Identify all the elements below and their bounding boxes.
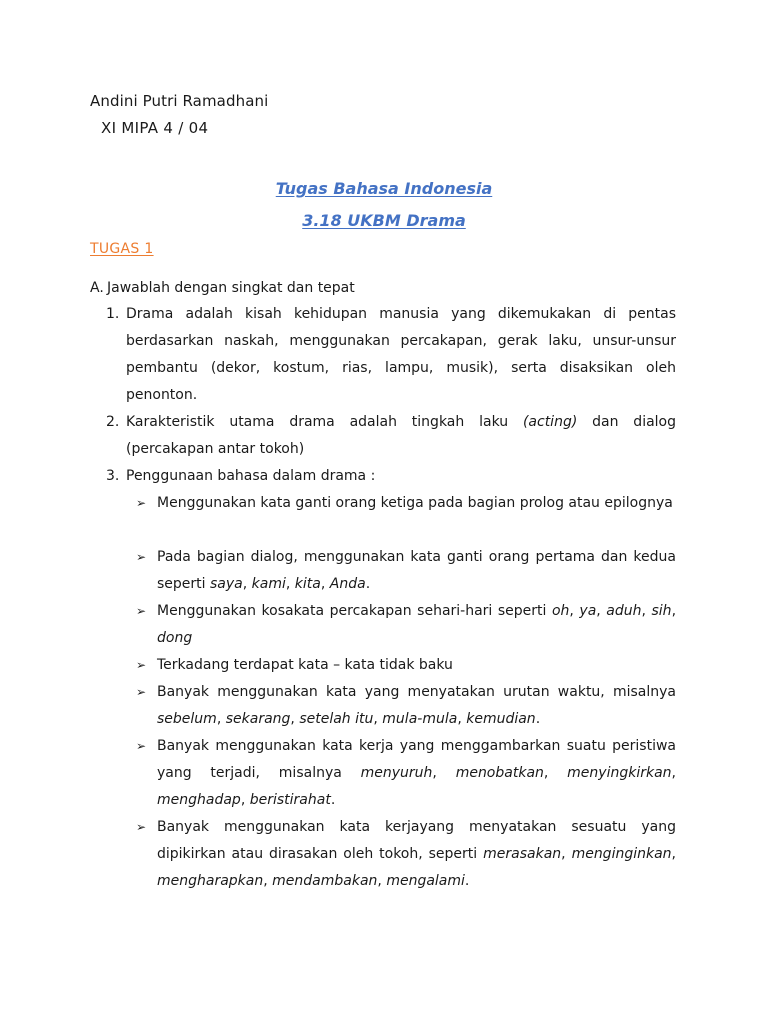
example-word: dong bbox=[157, 630, 193, 646]
example-word: menyuruh bbox=[360, 765, 433, 781]
bullet-item-5 bbox=[136, 679, 676, 733]
separator: , bbox=[561, 846, 572, 862]
example-word: sekarang bbox=[225, 711, 291, 727]
separator: , bbox=[641, 603, 652, 619]
example-word: menyingkirkan bbox=[567, 765, 672, 781]
document-subtitle: 3.18 UKBM Drama bbox=[302, 211, 466, 230]
bullet-text-part: Pada bagian dialog, menggunakan kata ganti orang pertama dan kedua seperti bbox=[157, 549, 676, 592]
answer-item-2 bbox=[106, 409, 676, 463]
answer-text: Drama adalah kisah kehidupan manusia yang dikemukakan di pentas berdasarkan naskah, menggunakan percakapan, gerak laku, unsur-unsur pembantu (dekor, kostum, rias, lampu, musik), serta disaksikan oleh penonton. bbox=[126, 306, 676, 403]
bullet-text bbox=[157, 733, 676, 814]
separator: , bbox=[285, 576, 295, 592]
example-word: saya bbox=[210, 576, 243, 592]
author-class: XI MIPA 4 / 04 bbox=[101, 119, 209, 137]
bullet-item-2 bbox=[136, 544, 676, 598]
bullet-text: Terkadang terdapat kata – kata tidak baku bbox=[157, 657, 453, 673]
answer-number: 3. bbox=[106, 468, 120, 484]
bullet-item-4 bbox=[136, 652, 676, 679]
example-word: setelah itu bbox=[299, 711, 374, 727]
bullet-text bbox=[157, 814, 676, 895]
bullet-text-part: Banyak menggunakan kata kerjayang menyatakan sesuatu yang dipikirkan atau dirasakan oleh tokoh, seperti bbox=[157, 819, 676, 862]
example-word: beristirahat bbox=[249, 792, 331, 808]
arrow-bullet-icon: ➢ bbox=[136, 496, 147, 510]
bullet-text bbox=[157, 544, 676, 598]
example-word: menginginkan bbox=[571, 846, 672, 862]
example-word: mendambakan bbox=[272, 873, 378, 889]
separator: , bbox=[263, 873, 273, 889]
separator: , bbox=[543, 765, 568, 781]
answer-number: 2. bbox=[106, 414, 120, 430]
example-word: ya bbox=[579, 603, 597, 619]
answer-text-part: dan dialog (percakapan antar tokoh) bbox=[126, 414, 677, 457]
bullet-item-1 bbox=[136, 490, 676, 517]
separator: , bbox=[377, 873, 387, 889]
separator: , bbox=[457, 711, 467, 727]
bullet-text-part: . bbox=[535, 711, 541, 727]
bullet-text-part: . bbox=[365, 576, 371, 592]
bullet-text-part: Menggunakan kosakata percakapan sehari-hari seperti bbox=[157, 603, 552, 619]
section-intro bbox=[90, 280, 355, 296]
author-name: Andini Putri Ramadhani bbox=[90, 92, 269, 110]
bullet-item-7 bbox=[136, 814, 676, 895]
bullet-text-part: Banyak menggunakan kata kerja yang menggambarkan suatu peristiwa yang terjadi, misalnya bbox=[157, 738, 676, 781]
separator: , bbox=[290, 711, 300, 727]
task-heading: TUGAS 1 bbox=[90, 241, 154, 257]
separator: , bbox=[596, 603, 607, 619]
arrow-bullet-icon: ➢ bbox=[136, 658, 147, 672]
separator: , bbox=[240, 792, 250, 808]
bullet-text bbox=[157, 679, 676, 733]
bullet-text-part: Banyak menggunakan kata yang menyatakan urutan waktu, misalnya bbox=[157, 684, 676, 700]
bullet-text: Menggunakan kata ganti orang ketiga pada bagian prolog atau epilognya bbox=[157, 495, 673, 511]
example-word: kemudian bbox=[466, 711, 536, 727]
answer-text-part: Karakteristik utama drama adalah tingkah laku bbox=[126, 414, 523, 430]
separator: , bbox=[320, 576, 330, 592]
section-intro-text: Jawablah dengan singkat dan tepat bbox=[107, 280, 355, 296]
example-word: merasakan bbox=[483, 846, 562, 862]
bullet-item-3 bbox=[136, 598, 676, 652]
arrow-bullet-icon: ➢ bbox=[136, 550, 147, 564]
bullet-item-6 bbox=[136, 733, 676, 814]
example-word: Anda bbox=[329, 576, 366, 592]
example-word: sih bbox=[651, 603, 672, 619]
separator: , bbox=[671, 603, 677, 619]
example-word: mengharapkan bbox=[157, 873, 264, 889]
arrow-bullet-icon: ➢ bbox=[136, 820, 147, 834]
example-word: kami bbox=[251, 576, 286, 592]
answer-text: Penggunaan bahasa dalam drama : bbox=[126, 468, 376, 484]
answer-item-1 bbox=[106, 301, 676, 409]
example-word: menobatkan bbox=[455, 765, 544, 781]
arrow-bullet-icon: ➢ bbox=[136, 604, 147, 618]
separator: , bbox=[373, 711, 383, 727]
answer-text-italic: (acting) bbox=[522, 414, 578, 430]
example-word: oh bbox=[551, 603, 570, 619]
bullet-text-part: . bbox=[464, 873, 470, 889]
answer-number: 1. bbox=[106, 306, 120, 322]
arrow-bullet-icon: ➢ bbox=[136, 685, 147, 699]
example-word: aduh bbox=[606, 603, 642, 619]
example-word: sebelum bbox=[157, 711, 217, 727]
separator: , bbox=[216, 711, 226, 727]
separator: , bbox=[432, 765, 456, 781]
example-word: kita bbox=[294, 576, 321, 592]
example-word: mula-mula bbox=[382, 711, 458, 727]
answer-text bbox=[126, 409, 676, 463]
example-word: menghadap bbox=[157, 792, 241, 808]
answer-item-3 bbox=[106, 463, 676, 490]
bullet-text-part: . bbox=[330, 792, 336, 808]
example-word: mengalami bbox=[386, 873, 465, 889]
separator: , bbox=[671, 846, 676, 862]
document-title: Tugas Bahasa Indonesia bbox=[275, 179, 493, 198]
arrow-bullet-icon: ➢ bbox=[136, 739, 147, 753]
separator: , bbox=[569, 603, 580, 619]
separator: , bbox=[671, 765, 676, 781]
bullet-text bbox=[157, 598, 676, 652]
section-marker: A. bbox=[90, 280, 104, 296]
separator: , bbox=[242, 576, 252, 592]
